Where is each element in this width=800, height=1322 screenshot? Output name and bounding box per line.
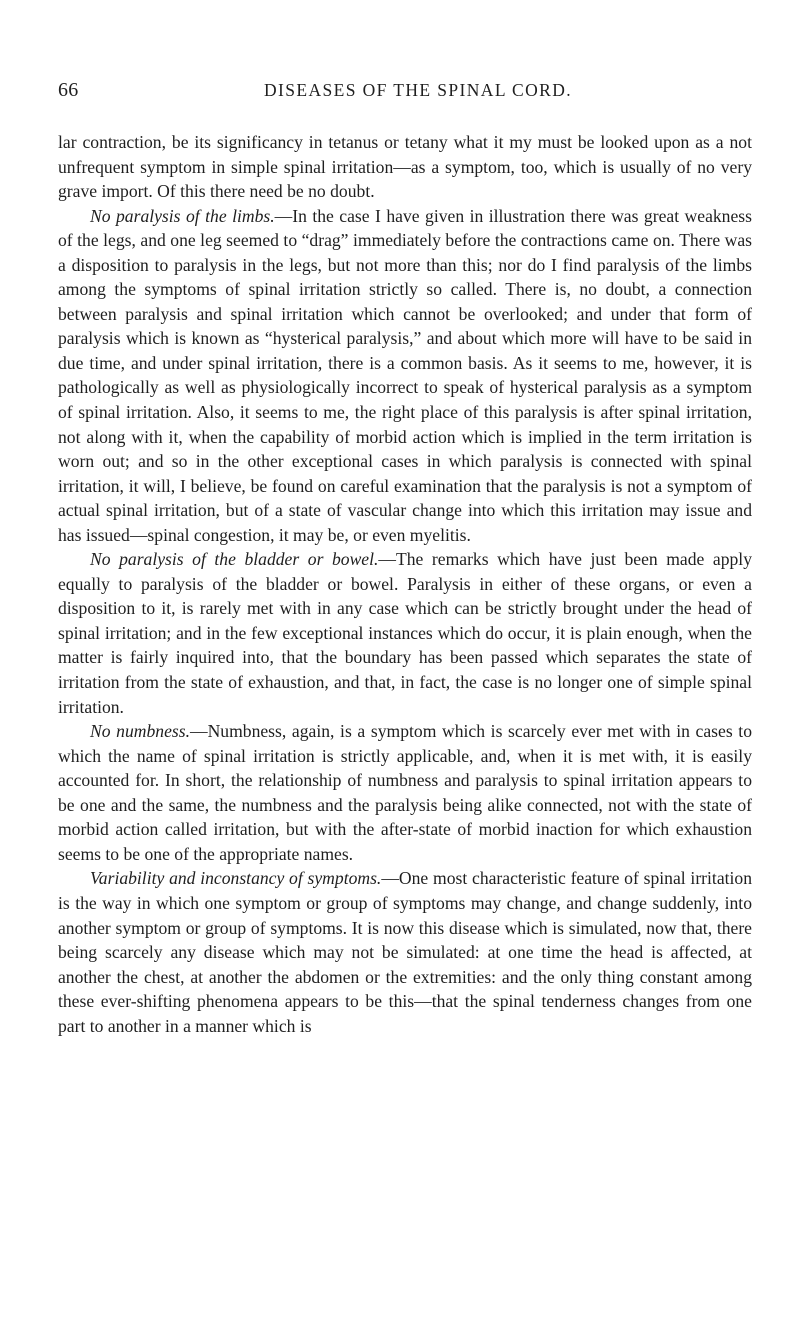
- paragraph-paralysis-of-limbs: [58, 204, 752, 548]
- page-number: 66: [58, 79, 79, 101]
- running-head: [58, 76, 748, 104]
- paragraph-numbness: [58, 719, 752, 866]
- section-heading: Variability and inconstancy of symptoms.: [90, 868, 382, 889]
- paragraph-variability: [58, 866, 752, 1038]
- section-heading: No paralysis of the bladder or bowel.: [90, 549, 379, 570]
- paragraph-text: lar contraction, be its significancy in tetanus or tetany what it my must be looked upon as a not unfrequent symptom in simple spinal irritation—as a symptom, too, which is usually of no very grave import. Of this there need be no doubt.: [58, 132, 752, 202]
- body-text: [58, 130, 752, 1038]
- running-title: DISEASES OF THE SPINAL CORD.: [263, 80, 573, 100]
- section-heading: No numbness.: [90, 721, 190, 742]
- paragraph-text: —One most characteristic feature of spinal irritation is the way in which one symptom or group of symptoms may change, and change suddenly, into another symptom or group of symptoms. It is now this disease which is simulated, now that, there being scarcely any disease which may not be simulated: at one time the head is affected, at another the chest, at another the abdomen or the extremities: and the only thing constant among these ever-shifting phenomena appears to be this—that the spinal tenderness changes from one part to another in a manner which is: [58, 868, 752, 1036]
- section-heading: No paralysis of the limbs.: [90, 205, 275, 226]
- paragraph-text: —Numbness, again, is a symptom which is scarcely ever met with in cases to which the name of spinal irritation is strictly applicable, and, when it is met with, it is easily accounted for. In short, the relationship of numbness and paralysis to spinal irritation appears to be one and the same, the numbness and the paralysis being alike connected, not with the state of morbid action called irritation, but with the after-state of morbid inaction for which exhaustion seems to be one of the appropriate names.: [58, 721, 752, 864]
- paragraph-text: —In the case I have given in illustration there was great weakness of the legs, and one leg seemed to “drag” immediately before the contractions came on. There was a disposition to paralysis in the legs, but not more than this; nor do I find paralysis of the limbs among the symptoms of spinal irritation strictly so called. There is, no doubt, a connection between paralysis and spinal irritation which cannot be overlooked; and under that form of paralysis which is known as “hysterical paralysis,” and about which more will have to be said in due time, and under spinal irritation, there is a common basis. As it seems to me, however, it is pathologically as well as physiologically incorrect to speak of hysterical paralysis as a symptom of spinal irritation. Also, it seems to me, the right place of this paralysis is after spinal irritation, not along with it, when the capability of morbid action which is implied in the term irritation is worn out; and so in the other exceptional cases in which paralysis is connected with spinal irritation, it will, I believe, be found on careful examination that the paralysis is not a symptom of actual spinal irritation, but of a state of vascular change into which this irritation may issue and has issued—spinal congestion, it may be, or even myelitis.: [58, 205, 752, 545]
- paragraph-text: —The remarks which have just been made apply equally to paralysis of the bladder or bowel. Paralysis in either of these organs, or even a disposition to it, is rarely met with in any case which can be strictly brought under the head of spinal irritation; and in the few exceptional instances which do occur, it is plain enough, when the matter is fairly inquired into, that the boundary has been passed which separates the state of irritation from the state of exhaustion, and that, in fact, the case is no longer one of simple spinal irritation.: [58, 549, 752, 717]
- paragraph-continuation: [58, 130, 752, 204]
- paragraph-paralysis-of-bladder: [58, 547, 752, 719]
